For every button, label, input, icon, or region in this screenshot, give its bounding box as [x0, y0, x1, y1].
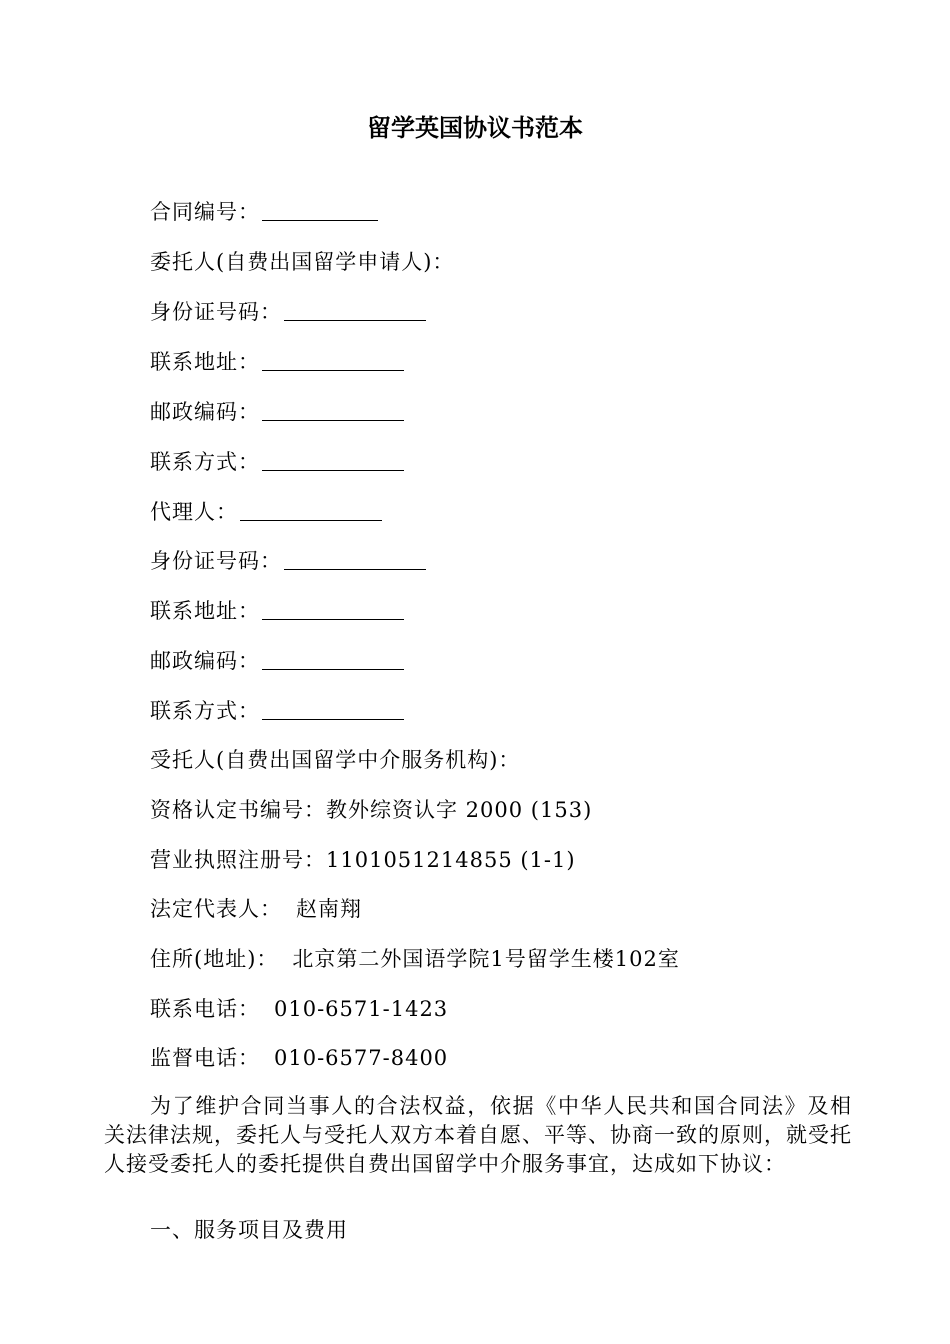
legal-representative-field — [150, 893, 362, 925]
field-value: 教外综资认字 2000 (153) — [326, 798, 593, 822]
agent-contact-field — [150, 695, 404, 727]
field-label: 监督电话： — [150, 1046, 260, 1070]
blank-line — [262, 697, 404, 720]
field-value: 赵南翔 — [296, 897, 362, 921]
blank-line — [284, 298, 426, 321]
section-heading: 一、服务项目及费用 — [150, 1218, 348, 1242]
field-label: 邮政编码： — [150, 400, 260, 424]
blank-line — [262, 398, 404, 421]
agent-postcode-field — [150, 645, 404, 677]
residence-address-field — [150, 943, 680, 975]
document-title: 留学英国协议书范本 — [367, 114, 583, 142]
field-label: 住所(地址)： — [150, 947, 279, 971]
blank-line — [262, 597, 404, 620]
blank-line — [262, 448, 404, 471]
client-contact-field — [150, 446, 404, 478]
client-address-field — [150, 346, 404, 378]
blank-line — [262, 348, 404, 371]
field-label: 联系地址： — [150, 350, 260, 374]
intro-paragraph: 为了维护合同当事人的合法权益，依据《中华人民共和国合同法》及相关法律法规，委托人与受托人双方本着自愿、平等、协商一致的原则，就受托人接受委托人的委托提供自费出国留学中介服务事宜，达成如下协议： — [104, 1094, 852, 1176]
business-license-field — [150, 844, 576, 876]
field-label: 法定代表人： — [150, 897, 282, 921]
client-heading — [150, 246, 454, 278]
field-label: 邮政编码： — [150, 649, 260, 673]
blank-line — [284, 547, 426, 570]
field-label: 联系地址： — [150, 599, 260, 623]
trustee-heading — [150, 744, 520, 776]
field-label: 代理人： — [150, 500, 238, 524]
agent-id-field — [150, 545, 426, 577]
client-id-field — [150, 296, 426, 328]
supervision-phone-field — [150, 1042, 448, 1074]
field-label: 营业执照注册号： — [150, 848, 326, 872]
field-value: 010-6577-8400 — [274, 1046, 449, 1070]
field-label: 委托人(自费出国留学申请人)： — [150, 250, 455, 274]
contract-number-field — [150, 196, 378, 228]
agent-address-field — [150, 595, 404, 627]
agent-field — [150, 496, 382, 528]
blank-line — [262, 198, 378, 221]
field-label: 受托人(自费出国留学中介服务机构)： — [150, 748, 521, 772]
field-label: 身份证号码： — [150, 300, 282, 324]
client-postcode-field — [150, 396, 404, 428]
field-value: 北京第二外国语学院1号留学生楼102室 — [292, 947, 680, 971]
field-value: 010-6571-1423 — [274, 997, 449, 1021]
field-label: 身份证号码： — [150, 549, 282, 573]
qualification-number-field — [150, 794, 592, 826]
blank-line — [240, 498, 382, 521]
field-value: 1101051214855 (1-1) — [326, 848, 576, 872]
field-label: 合同编号： — [150, 200, 260, 224]
contact-phone-field — [150, 993, 448, 1025]
field-label: 联系方式： — [150, 450, 260, 474]
blank-line — [262, 647, 404, 670]
field-label: 联系电话： — [150, 997, 260, 1021]
field-label: 联系方式： — [150, 699, 260, 723]
field-label: 资格认定书编号： — [150, 798, 326, 822]
